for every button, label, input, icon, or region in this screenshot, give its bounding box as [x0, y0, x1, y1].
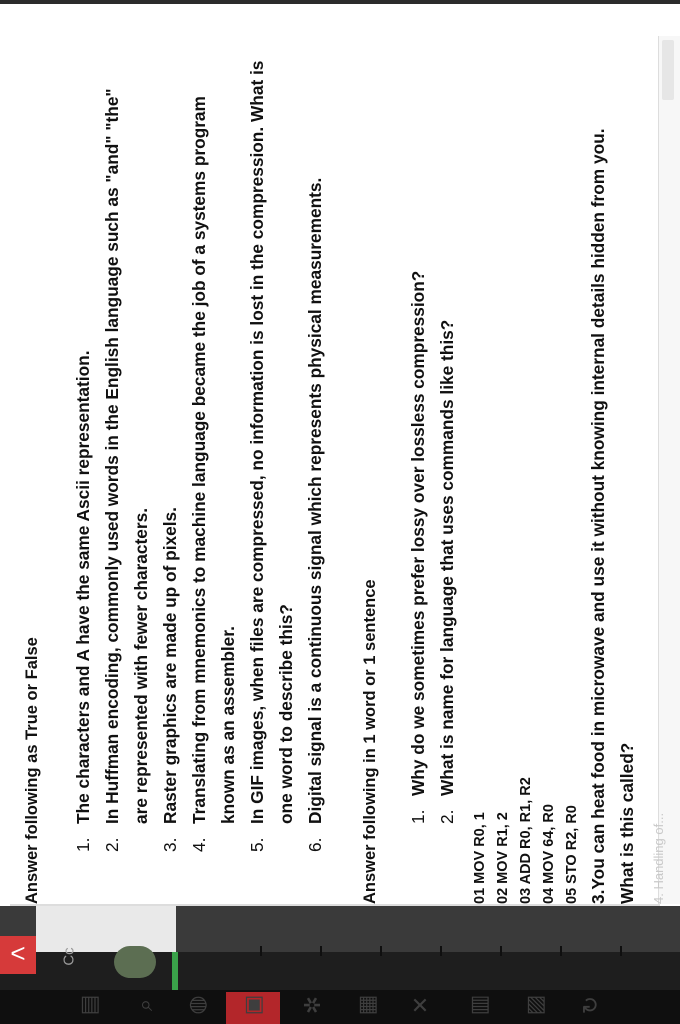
short-item-1	[404, 271, 433, 824]
item-number: 5.	[247, 837, 267, 852]
tf-item-2-cont: are represented with fewer characters.	[131, 507, 151, 824]
close-icon[interactable]: <	[0, 936, 36, 974]
tf-item-2	[98, 88, 127, 852]
code-line: 03 ADD R0, R1, R2	[518, 777, 534, 904]
item-text: In GIF images, when files are compressed, no information is lost in the compression. What is	[247, 60, 267, 824]
code-line: 01 MOV R0, 1	[472, 812, 488, 904]
heading-true-false: Answer following as True or False	[23, 637, 41, 904]
document-icon[interactable]: ▤	[76, 994, 101, 1016]
tf-item-5-cont: one word to describe this?	[276, 604, 296, 824]
tf-item-1	[69, 351, 98, 853]
code-line: 02 MOV R1, 2	[495, 812, 511, 904]
divider-tick	[620, 946, 622, 956]
chart-icon[interactable]: ▥	[466, 994, 491, 1016]
document-content	[18, 36, 668, 904]
tf-item-3	[156, 507, 185, 852]
divider-tick	[320, 946, 322, 956]
item-number: 6.	[305, 837, 325, 852]
question-3: 3.You can heat food in microwave and use it without knowing internal details hidden from you.	[588, 128, 608, 904]
item-text: Digital signal is a continuous signal which represents physical measurements.	[305, 177, 325, 824]
photo-icon[interactable]: ▨	[522, 994, 547, 1016]
question-3-cont: What is this called?	[617, 742, 637, 904]
settings-icon[interactable]: ✲	[300, 995, 325, 1015]
item-text: Why do we sometimes prefer lossy over lossless compression?	[408, 270, 428, 796]
cut-off-text: 4. Handling of...	[651, 812, 666, 904]
bottom-panel-light	[36, 906, 176, 952]
side-label: Cc	[60, 947, 78, 966]
globe-icon[interactable]: ◍	[184, 995, 209, 1015]
code-line: 05 STO R2, R0	[564, 805, 580, 904]
item-number: 3.	[160, 837, 180, 852]
refresh-icon[interactable]: ↻	[578, 995, 603, 1015]
item-number: 1.	[408, 809, 428, 824]
short-item-2	[433, 320, 462, 824]
item-text: In Huffman encoding, commonly used words in the English language such as "and" "the"	[102, 88, 122, 824]
tf-item-6	[301, 178, 330, 852]
divider-tick	[380, 946, 382, 956]
grid-icon[interactable]: ▦	[354, 994, 379, 1016]
search-icon[interactable]: ⌕	[132, 998, 157, 1012]
item-text: What is name for language that uses commands like this?	[437, 319, 457, 796]
tf-item-4	[185, 96, 214, 852]
divider-tick	[500, 946, 502, 956]
item-text: Translating from mnemonics to machine language became the job of a systems program	[189, 96, 209, 824]
item-text: Raster graphics are made up of pixels.	[160, 507, 180, 824]
window-top-border	[0, 0, 680, 4]
heading-short-answer: Answer following in 1 word or 1 sentence	[361, 579, 379, 904]
code-line: 04 MOV 64, R0	[541, 804, 557, 904]
divider-tick	[440, 946, 442, 956]
tf-item-4-cont: known as an assembler.	[218, 626, 238, 824]
divider-tick	[260, 946, 262, 956]
item-number: 1.	[73, 837, 93, 852]
avatar[interactable]	[114, 946, 156, 978]
tf-item-5	[243, 61, 272, 852]
window-icon[interactable]: ▣	[240, 994, 265, 1016]
item-number: 2.	[102, 837, 122, 852]
item-number: 4.	[189, 837, 209, 852]
divider-tick	[560, 946, 562, 956]
tools-icon[interactable]: ✕	[408, 995, 433, 1015]
item-number: 2.	[437, 809, 457, 824]
item-text: The characters and A have the same Ascii representation.	[73, 350, 93, 824]
